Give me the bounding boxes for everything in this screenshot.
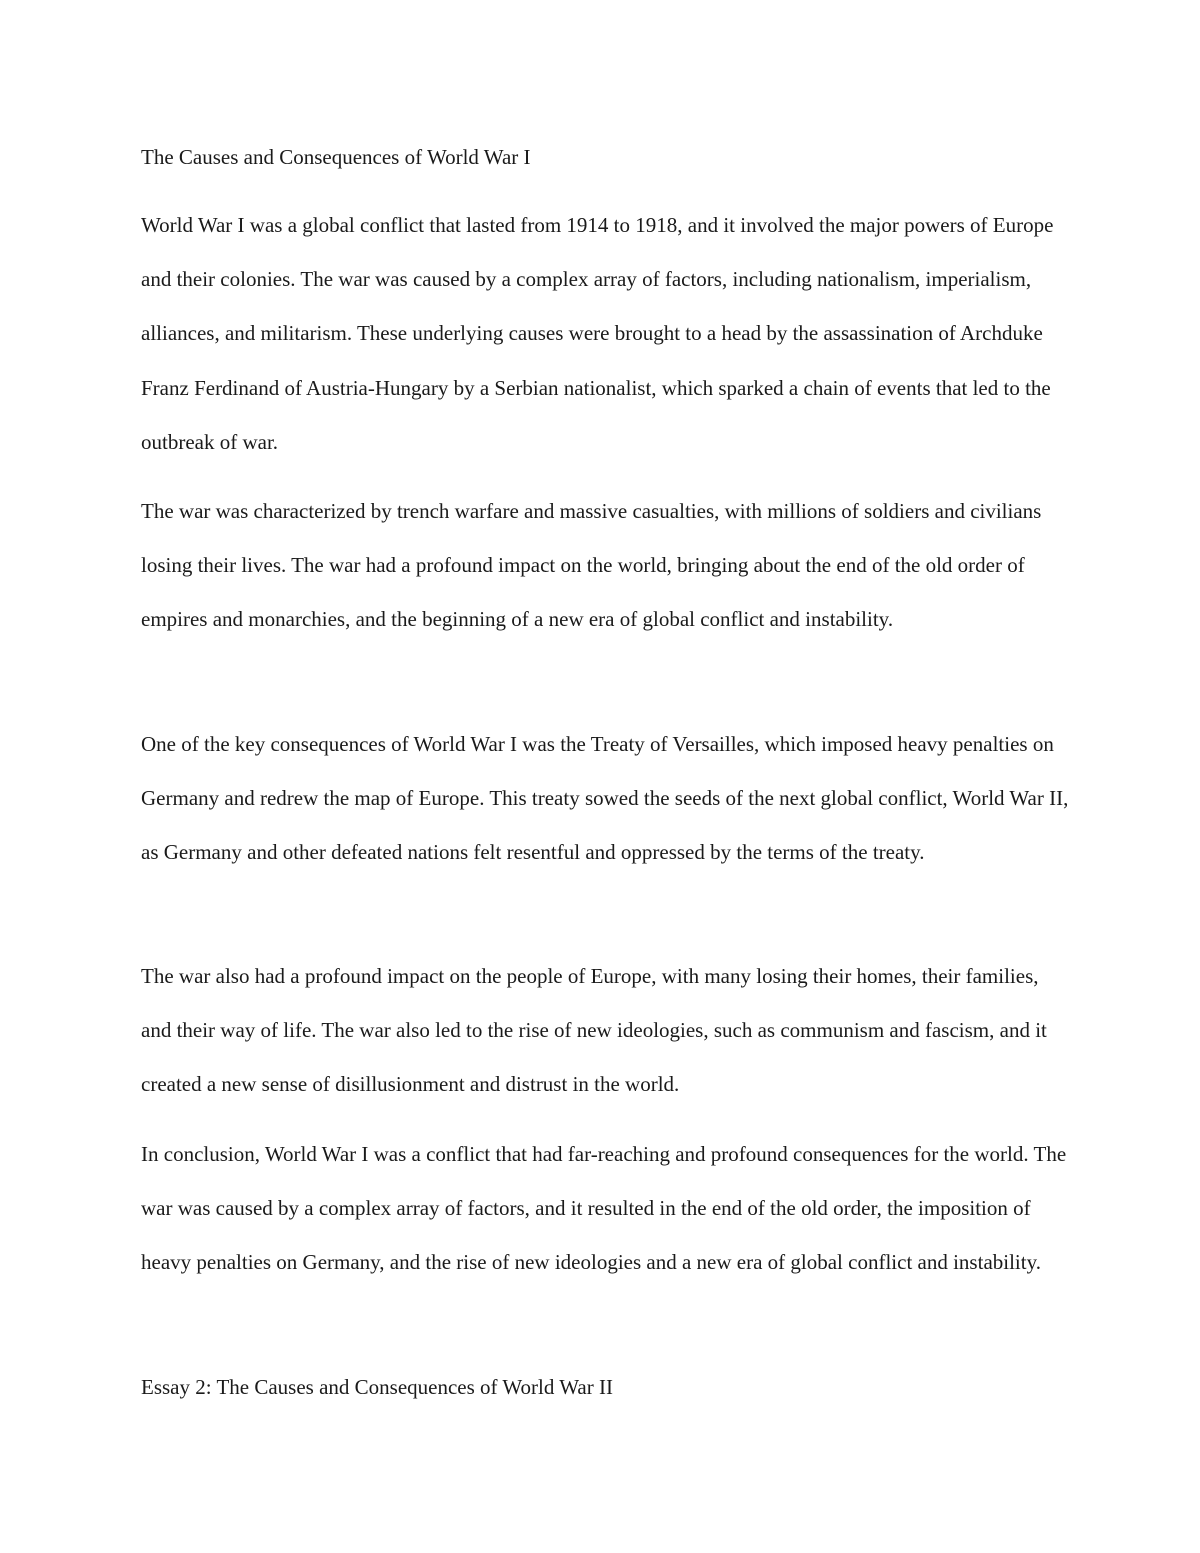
essay-title: The Causes and Consequences of World War I xyxy=(141,145,531,169)
paragraph: In conclusion, World War I was a conflict that had far-reaching and profound consequences for the world. The war was caused by a complex array of factors, and it resulted in the end of the old order, the imposition of heavy penalties on Germany, and the rise of new ideologies and a new era of global conflict and instability. xyxy=(141,1142,1067,1275)
paragraph: The war was characterized by trench warfare and massive casualties, with millions of soldiers and civilians losing their lives. The war had a profound impact on the world, bringing about the end of the old order of empires and monarchies, and the beginning of a new era of global conflict and instability. xyxy=(141,499,1042,632)
paragraph: World War I was a global conflict that lasted from 1914 to 1918, and it involved the major powers of Europe and their colonies. The war was caused by a complex array of factors, including nationalism, imperialism, alliances, and militarism. These underlying causes were brought to a head by the assassination of Archduke Franz Ferdinand of Austria-Hungary by a Serbian nationalist, which sparked a chain of events that led to the outbreak of war. xyxy=(141,213,1054,454)
next-essay-heading: Essay 2: The Causes and Consequences of World War II xyxy=(141,1375,613,1399)
paragraph: The war also had a profound impact on the people of Europe, with many losing their homes, their families, and their way of life. The war also led to the rise of new ideologies, such as communism and fascism, and it created a new sense of disillusionment and distrust in the world. xyxy=(141,964,1047,1097)
paragraph: One of the key consequences of World War I was the Treaty of Versailles, which imposed heavy penalties on Germany and redrew the map of Europe. This treaty sowed the seeds of the next global conflict, World War II, as Germany and other defeated nations felt resentful and oppressed by the terms of the treaty. xyxy=(141,732,1069,865)
